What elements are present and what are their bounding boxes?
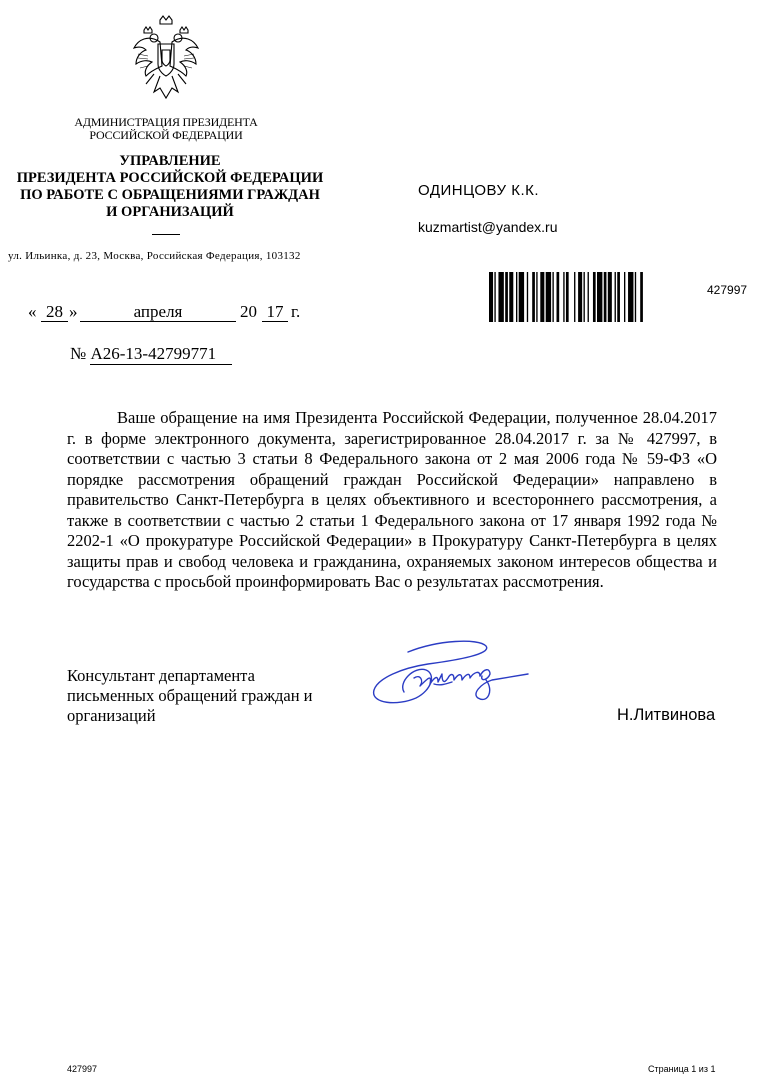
barcode-bar xyxy=(608,272,612,322)
date-month: апреля xyxy=(80,302,236,322)
barcode-bar xyxy=(584,272,585,322)
barcode-bar xyxy=(540,272,544,322)
barcode-bar xyxy=(563,272,564,322)
administration-name-line1: АДМИНИСТРАЦИЯ ПРЕЗИДЕНТА xyxy=(74,115,258,129)
barcode-bar xyxy=(546,272,551,322)
barcode-bar xyxy=(527,272,528,322)
signatory-title xyxy=(67,666,313,726)
barcode-bar xyxy=(532,272,535,322)
sender-address: ул. Ильинка, д. 23, Москва, Российская Федерация, 103132 xyxy=(8,250,301,262)
barcode-bar xyxy=(498,272,503,322)
barcode-bar xyxy=(574,272,575,322)
coat-of-arms-emblem xyxy=(130,14,202,104)
barcode-bar xyxy=(519,272,524,322)
barcode-bar xyxy=(536,272,537,322)
barcode-bar xyxy=(593,272,596,322)
handwritten-signature xyxy=(368,634,558,719)
barcode-bar xyxy=(617,272,620,322)
signatory-title-line2: письменных обращений граждан и xyxy=(67,686,313,705)
barcode xyxy=(489,272,695,322)
signatory-title-line3: организаций xyxy=(67,706,156,725)
barcode-bar xyxy=(604,272,607,322)
barcode-bar xyxy=(624,272,625,322)
registration-prefix: № xyxy=(70,344,87,363)
letter-body-paragraph: Ваше обращение на имя Президента Российской Федерации, полученное 28.04.2017 г. в форме электронного документа, зарегистрированное 28.04.2017 г. за № 427997, в соответствии с частью 3 статьи 8 Федерального закона от 2 мая 2006 года № 59-ФЗ «О порядке рассмотрения обращений граждан Российской Федерации» направлено в правительство Санкт-Петербурга в целях объективного и всестороннего рассмотрения, а также в соответствии с частью 2 статьи 1 Федерального закона от 17 января 1992 года № 2202-1 «О прокуратуре Российской Федерации» в Прокуратуру Санкт-Петербурга в целях защиты прав и свобод человека и гражданина, охраняемых законом интересов общества и государства с просьбой проинформировать Вас о результатах рассмотрения. xyxy=(67,408,717,591)
barcode-number: 427997 xyxy=(707,283,748,297)
footer-document-number: 427997 xyxy=(67,1064,98,1074)
recipient-email: kuzmartist@yandex.ru xyxy=(418,219,558,235)
department-divider xyxy=(152,234,180,235)
signatory-title-line1: Консультант департамента xyxy=(67,666,255,685)
barcode-bar xyxy=(489,272,493,322)
barcode-bar xyxy=(615,272,616,322)
department-name-line1: УПРАВЛЕНИЕ xyxy=(119,153,221,169)
barcode-bar xyxy=(505,272,508,322)
date-year-prefix: 20 xyxy=(240,302,257,321)
department-name-line4: И ОРГАНИЗАЦИЙ xyxy=(106,204,234,220)
letter-body xyxy=(67,408,717,593)
footer-page-number: Страница 1 из 1 xyxy=(648,1064,716,1074)
recipient-name: ОДИНЦОВУ К.К. xyxy=(418,182,540,199)
barcode-bar xyxy=(557,272,560,322)
department-name-line3: ПО РАБОТЕ С ОБРАЩЕНИЯМИ ГРАЖДАН xyxy=(20,187,320,203)
date-year-suffix: 17 xyxy=(262,302,288,322)
date-day: 28 xyxy=(41,302,68,322)
date-open-quote: « xyxy=(28,302,37,321)
department-name-line2: ПРЕЗИДЕНТА РОССИЙСКОЙ ФЕДЕРАЦИИ xyxy=(16,170,324,186)
barcode-bar xyxy=(578,272,582,322)
barcode-bar xyxy=(640,272,643,322)
barcode-bar xyxy=(509,272,513,322)
barcode-bar xyxy=(588,272,589,322)
administration-name-line2: РОССИЙСКОЙ ФЕДЕРАЦИИ xyxy=(89,128,243,142)
barcode-bar xyxy=(566,272,569,322)
date-close-quote: » xyxy=(69,302,78,321)
barcode-bar xyxy=(552,272,553,322)
barcode-bar xyxy=(597,272,602,322)
registration-number xyxy=(70,344,232,365)
barcode-bar xyxy=(494,272,495,322)
registration-value: А26-13-42799771 xyxy=(90,344,232,365)
signatory-name: Н.Литвинова xyxy=(617,706,716,724)
barcode-bar xyxy=(628,272,633,322)
barcode-bar xyxy=(516,272,517,322)
date-year-abbr: г. xyxy=(291,302,301,321)
barcode-bar xyxy=(635,272,636,322)
